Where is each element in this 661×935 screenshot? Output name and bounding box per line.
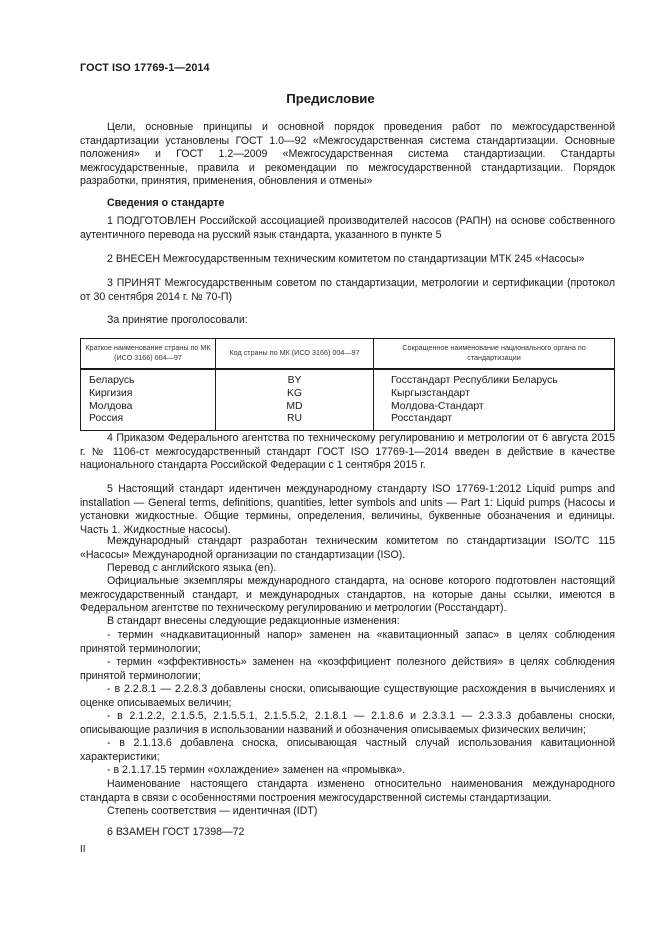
country-code: BY [216, 369, 374, 388]
section-heading: Сведения о стандарте [107, 197, 225, 209]
item-5-paragraph: - в 2.2.8.1 — 2.2.8.3 добавлены сноски, описывающие существующие расхождения в вычислениях и оценке описываемых величин; [80, 683, 615, 709]
country-name: Россия [81, 413, 216, 430]
page-number: II [80, 844, 86, 855]
item-1: 1 ПОДГОТОВЛЕН Российской ассоциацией производителей насосов (РАПН) на основе собственного аутентичного перевода на русский язык стандарта, указанного в пункте 5 [80, 215, 615, 241]
standards-body: Росстандарт [374, 413, 615, 430]
item-5-paragraph: Наименование настоящего стандарта изменено относительно наименования международного стандарта в связи с особенностями построения межгосударственной системы стандартизации. [80, 778, 615, 804]
standards-body: Молдова-Стандарт [374, 401, 615, 414]
item-5-paragraph: - в 2.1.17.15 термин «охлаждение» заменен на «промывка». [107, 764, 406, 776]
document-header: ГОСТ ISO 17769-1—2014 [80, 62, 210, 74]
country-name: Беларусь [81, 369, 216, 388]
item-5-paragraph: В стандарт внесены следующие редакционные изменения: [107, 615, 400, 627]
item-5-paragraph: Международный стандарт разработан техническим комитетом по стандартизации ISO/TC 115 «Насосы» Международной организации по стандартизации (ISO). [80, 535, 615, 561]
table-row [81, 369, 615, 388]
country-code: RU [216, 413, 374, 430]
item-5-paragraph: - в 2.1.13.6 добавлена сноска, описывающая частный случай использования кавитационной характеристики; [80, 737, 615, 763]
table-row [81, 388, 615, 401]
voting-countries-table [80, 338, 615, 431]
country-name: Киргизия [81, 388, 216, 401]
item-5: 5 Настоящий стандарт идентичен международному стандарту ISO 17769-1:2012 Liquid pumps and installation — General terms, definitions, quantities, letter symbols and units — Part 1: Liquid pumps (Насосы и установки жидкостные. Общие термины, определения, величины, буквенные обозначения и единицы. Часть 1. Жидкостные насосы). [80, 483, 615, 536]
table-header-cell: Сокращенное наименование национального органа по стандартизации [374, 339, 615, 370]
item-5-paragraph: - термин «эффективность» заменен на «коэффициент полезного действия» в целях соблюдения принятой терминологии; [80, 656, 615, 682]
table-row [81, 413, 615, 430]
standards-body: Кыргызстандарт [374, 388, 615, 401]
table-header-cell: Код страны по МК (ИСО 3166) 004—97 [216, 339, 374, 370]
table-header-cell: Краткое наименование страны по МК (ИСО 3166) 004—97 [81, 339, 216, 370]
country-code: MD [216, 401, 374, 414]
item-5-paragraph: Официальные экземпляры международного стандарта, на основе которого подготовлен настоящий межгосударственный стандарт, и международных стандартов, на которые даны ссылки, имеются в Федеральном агентстве по техническому регулированию и метрологии (Росстандарт). [80, 575, 615, 615]
voted-text: За принятие проголосовали: [107, 314, 248, 326]
item-5-paragraph: Степень соответствия — идентичная (IDT) [107, 805, 318, 817]
country-name: Молдова [81, 401, 216, 414]
country-code: KG [216, 388, 374, 401]
item-3: 3 ПРИНЯТ Межгосударственным советом по стандартизации, метрологии и сертификации (протокол от 30 сентября 2014 г. № 70-П) [80, 277, 615, 303]
item-6: 6 ВЗАМЕН ГОСТ 17398—72 [107, 826, 245, 838]
table-header-row [81, 339, 615, 370]
intro-paragraph: Цели, основные принципы и основной порядок проведения работ по межгосударственной стандартизации установлены ГОСТ 1.0—92 «Межгосударственная система стандартизации. Основные положения» и ГОСТ 1.2—2009 «Межгосударственная система стандартизации. Стандарты межгосударственные, правила и рекомендации по межгосударственной стандартизации. Порядок разработки, принятия, применения, обновления и отмены» [80, 121, 615, 188]
item-5-paragraph: - в 2.1.2.2, 2.1.5.5, 2.1.5.5.1, 2.1.5.5.2, 2.1.8.1 — 2.1.8.6 и 2.3.3.1 — 2.3.3.3 добавлены сноски, описывающие различия в использовании названий и обозначения описываемых физических величин; [80, 710, 615, 736]
item-4: 4 Приказом Федерального агентства по техническому регулированию и метрологии от 6 августа 2015 г. № 1106-ст межгосударственный стандарт ГОСТ ISO 17769-1—2014 введен в действие в качестве национального стандарта Российской Федерации с 1 сентября 2015 г. [80, 432, 615, 472]
page-title: Предисловие [286, 91, 375, 106]
table-row [81, 401, 615, 414]
item-5-paragraph: Перевод с английского языка (en). [107, 562, 277, 574]
standards-body: Госстандарт Республики Беларусь [374, 369, 615, 388]
item-2: 2 ВНЕСЕН Межгосударственным техническим комитетом по стандартизации МТК 245 «Насосы» [107, 253, 585, 265]
item-5-paragraph: - термин «надкавитационный напор» заменен на «кавитационный запас» в целях соблюдения принятой терминологии; [80, 629, 615, 655]
